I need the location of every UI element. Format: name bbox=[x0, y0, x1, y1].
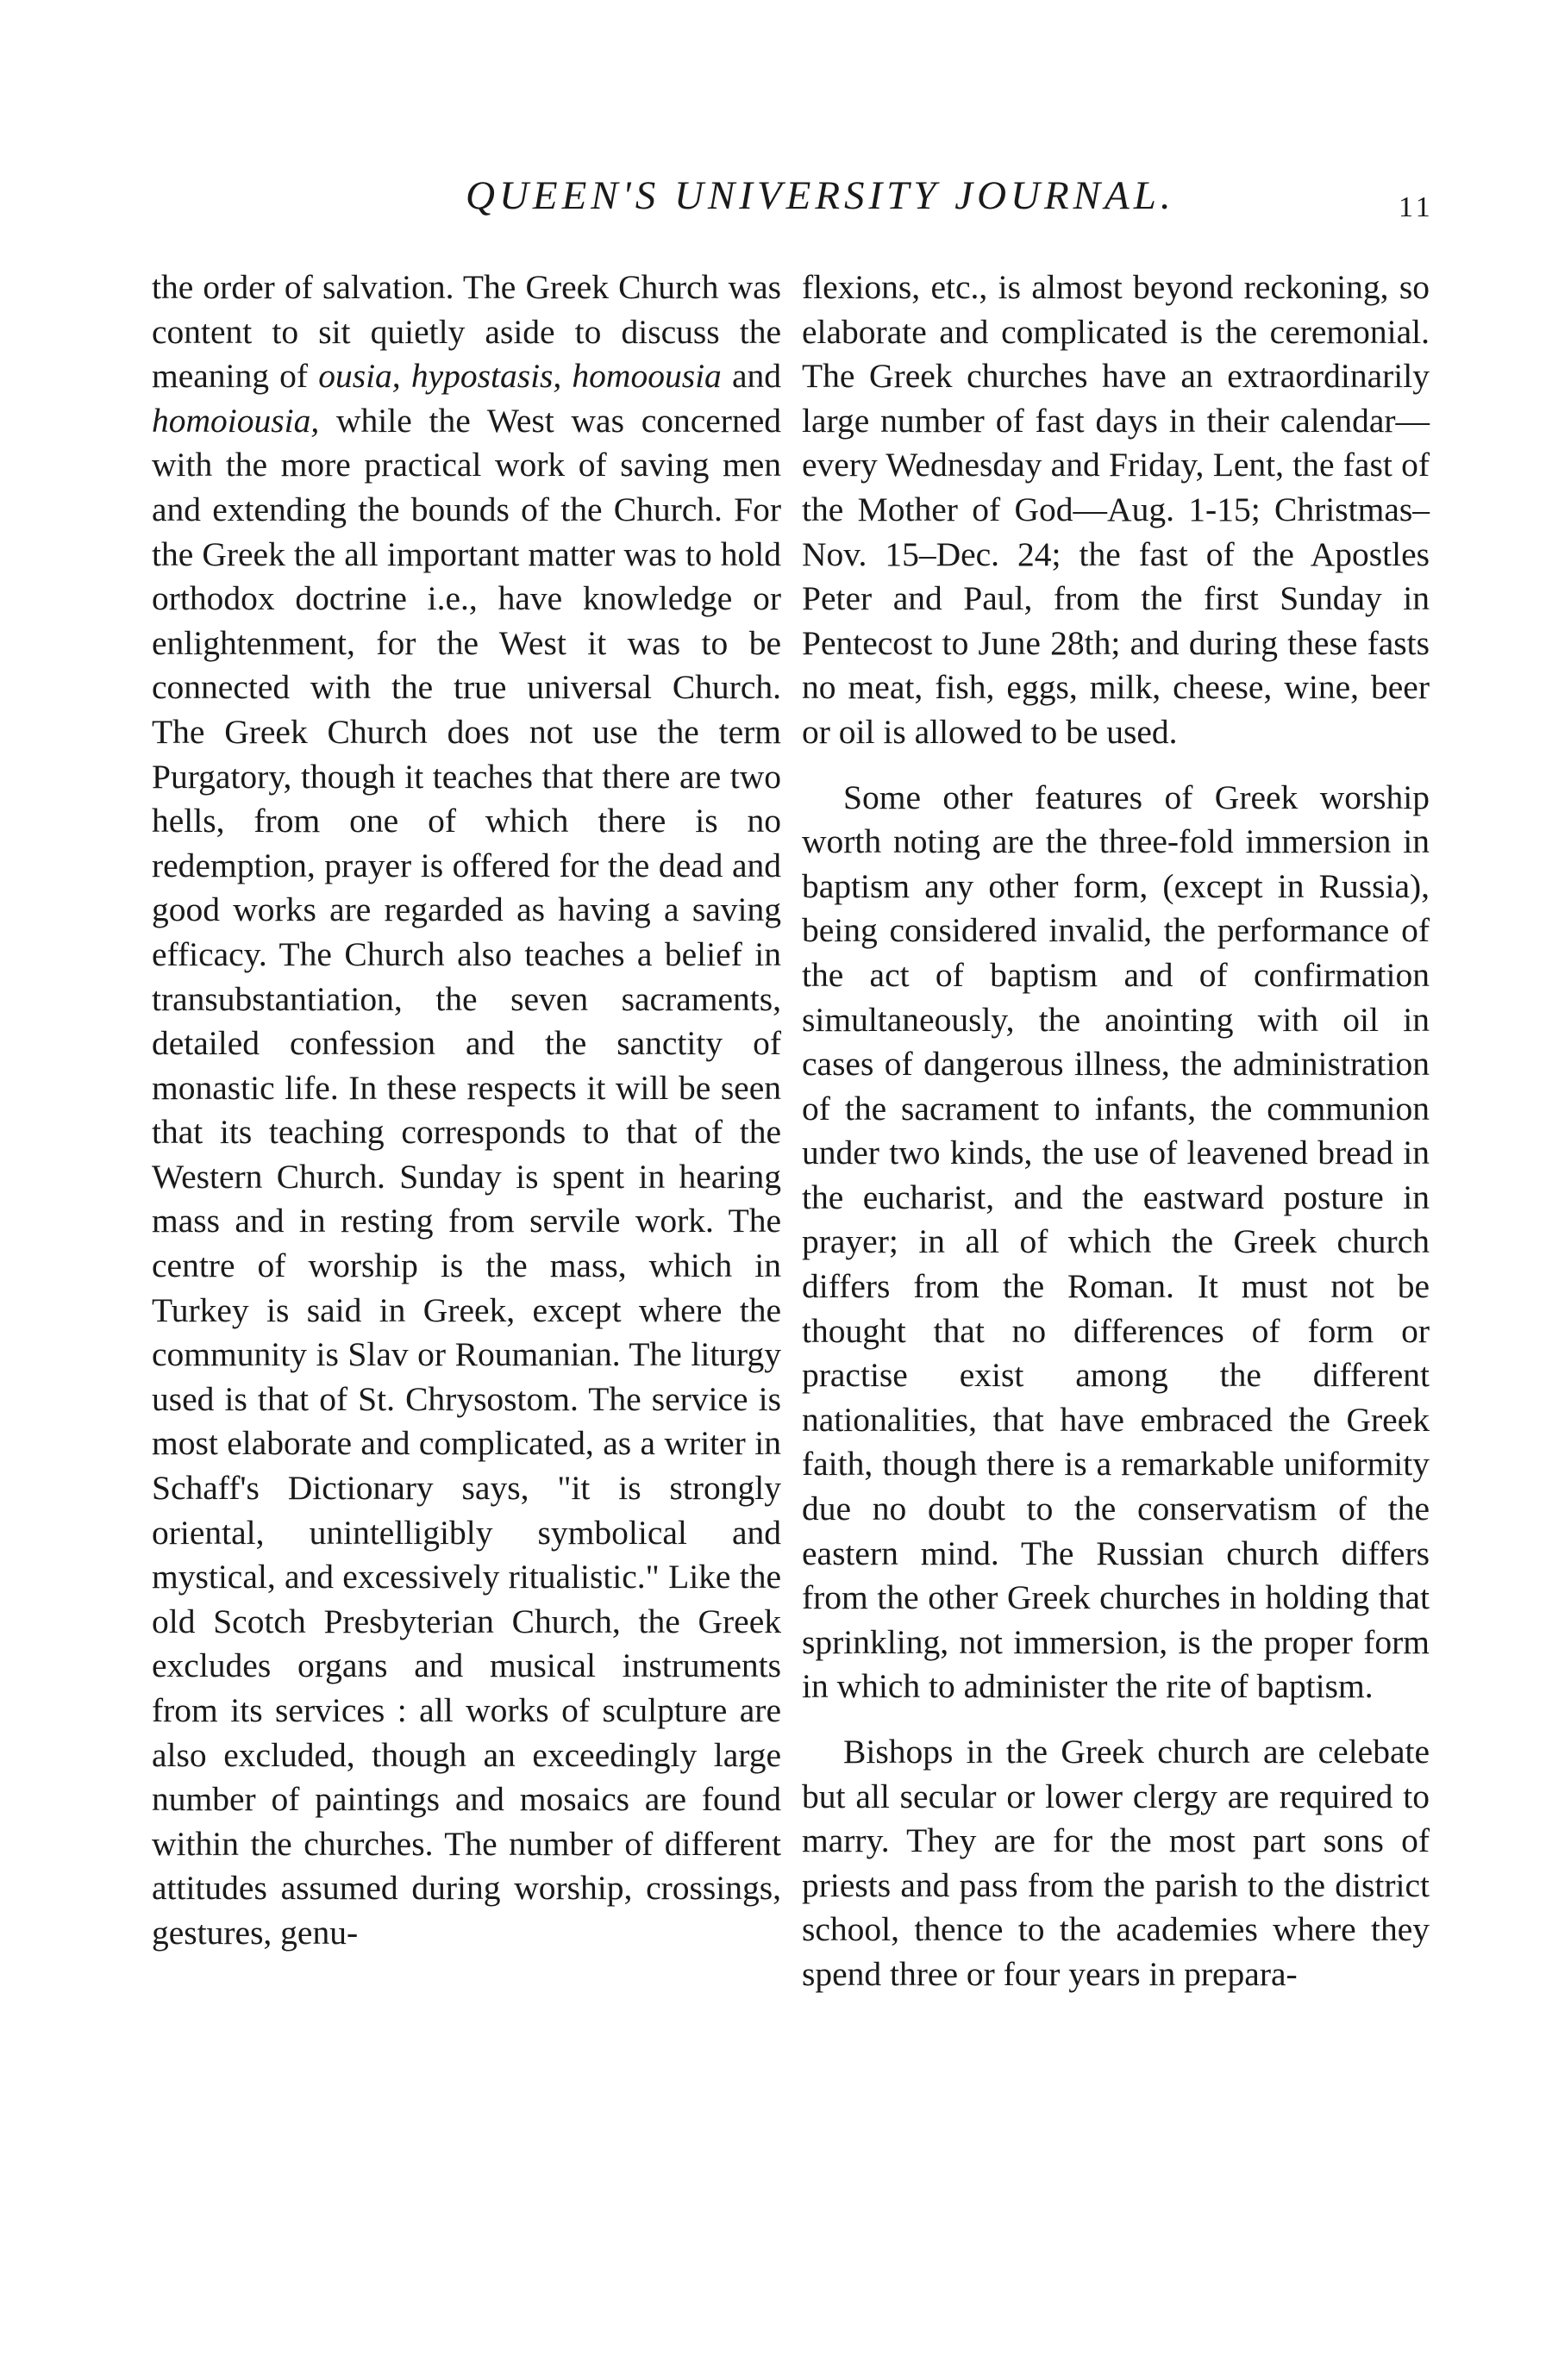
left-column bbox=[152, 265, 781, 1956]
right-paragraph-1: flexions, etc., is almost beyond reckoning, so elaborate and complicated is the ceremonial. The Greek churches have an extraordinarily large number of fast days in their calendar—every Wednesday and Friday, Lent, the fast of the Mother of God—Aug. 1-15; Christmas–Nov. 15–Dec. 24; the fast of the Apostles Peter and Paul, from the first Sunday in Pentecost to June 28th; and during these fasts no meat, fish, eggs, milk, cheese, wine, beer or oil is allowed to be used. bbox=[802, 268, 1430, 751]
left-italic-terms-1: ousia, hypostasis, homoousia bbox=[318, 357, 722, 396]
left-paragraph-1 bbox=[152, 265, 781, 1956]
running-head: QUEEN'S UNIVERSITY JOURNAL. bbox=[466, 173, 1175, 218]
left-text-2: and bbox=[721, 357, 781, 396]
left-italic-terms-2: homoiousia, bbox=[152, 401, 320, 440]
left-text-3: while the West was concerned with the more practical work of saving men and extending the bounds of the Church. For the Greek the all important matter was to hold orthodox doctrine i.e., have knowledge or enlightenment, for the West it was to be connected with the true universal Church. The Greek Church does not use the term Purgatory, though it teaches that there are two hells, from one of which there is no redemption, prayer is offered for the dead and good works are regarded as having a saving efficacy. The Church also teaches a belief in transubstantiation, the seven sacraments, detailed confession and the sanctity of monastic life. In these respects it will be seen that its teaching corresponds to that of the Western Church. Sunday is spent in hearing mass and in resting from servile work. The centre of worship is the mass, which in Turkey is said in Greek, except where the community is Slav or Roumanian. The liturgy used is that of St. Chrysostom. The service is most elaborate and complicated, as a writer in Schaff's Dictionary says, "it is strongly oriental, unintelligibly symbolical and mystical, and excessively ritualistic." Like the old Scotch Presbyterian Church, the Greek excludes organs and musical instruments from its services : all works of sculpture are also excluded, though an exceedingly large number of paintings and mosaics are found within the churches. The number of different attitudes assumed during worship, crossings, gestures, genu- bbox=[152, 401, 781, 1952]
right-paragraph-3: Bishops in the Greek church are celebate but all secular or lower clergy are required to marry. They are for the most part sons of priests and pass from the parish to the district school, thence to the academies where they spend three or four years in prepara- bbox=[802, 1733, 1430, 1993]
left-text-1: the order of salvation. The Greek Church was content to sit quietly aside to discuss the meaning of bbox=[152, 268, 781, 396]
right-paragraph-2: Some other features of Greek worship worth noting are the three-fold immersion in baptism any other form, (except in Russia), being considered invalid, the performance of the act of baptism and of confirmation simultaneously, the anointing with oil in cases of dangerous illness, the administration of the sacrament to infants, the communion under two kinds, the use of leavened bread in the eucharist, and the eastward posture in prayer; in all of which the Greek church differs from the Roman. It must not be thought that no differences of form or practise exist among the different nationalities, that have embraced the Greek faith, though there is a remarkable uniformity due no doubt to the conservatism of the eastern mind. The Russian church differs from the other Greek churches in holding that sprinkling, not immersion, is the proper form in which to administer the rite of baptism. bbox=[802, 778, 1430, 1706]
page-number: 11 bbox=[1399, 191, 1434, 223]
right-column bbox=[802, 265, 1430, 1997]
